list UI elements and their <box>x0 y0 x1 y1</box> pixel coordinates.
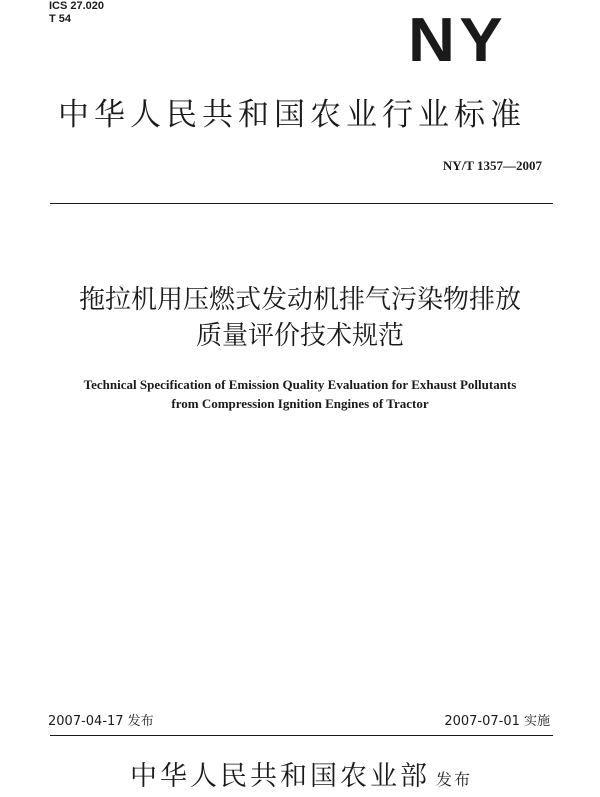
document-title-cn-line1: 拖拉机用压燃式发动机排气污染物排放 <box>78 285 521 315</box>
standard-number: NY/T 1357—2007 <box>442 158 542 173</box>
standard-category-title: 中华人民共和国农业行业标准 <box>58 97 526 133</box>
ccs-code: T 54 <box>49 13 72 25</box>
ics-classification <box>49 0 104 26</box>
implementation-date: 2007-07-01 实施 <box>444 714 550 729</box>
bottom-divider <box>50 735 553 736</box>
publisher-suffix: 发布 <box>436 770 473 789</box>
document-title-cn-line2: 质量评价技术规范 <box>195 321 404 351</box>
publisher-line <box>130 760 472 797</box>
ics-code: ICS 27.020 <box>49 0 105 12</box>
publisher-name: 中华人民共和国农业部 <box>130 761 430 792</box>
document-title-en-line1: Technical Specification of Emission Quality Evaluation for Exhaust Pollutants <box>83 377 517 392</box>
document-title-en-line2: from Compression Ignition Engines of Tractor <box>171 396 429 411</box>
top-divider <box>50 203 553 204</box>
ny-logo: NY <box>408 6 507 75</box>
issue-date: 2007-04-17 发布 <box>48 714 154 729</box>
